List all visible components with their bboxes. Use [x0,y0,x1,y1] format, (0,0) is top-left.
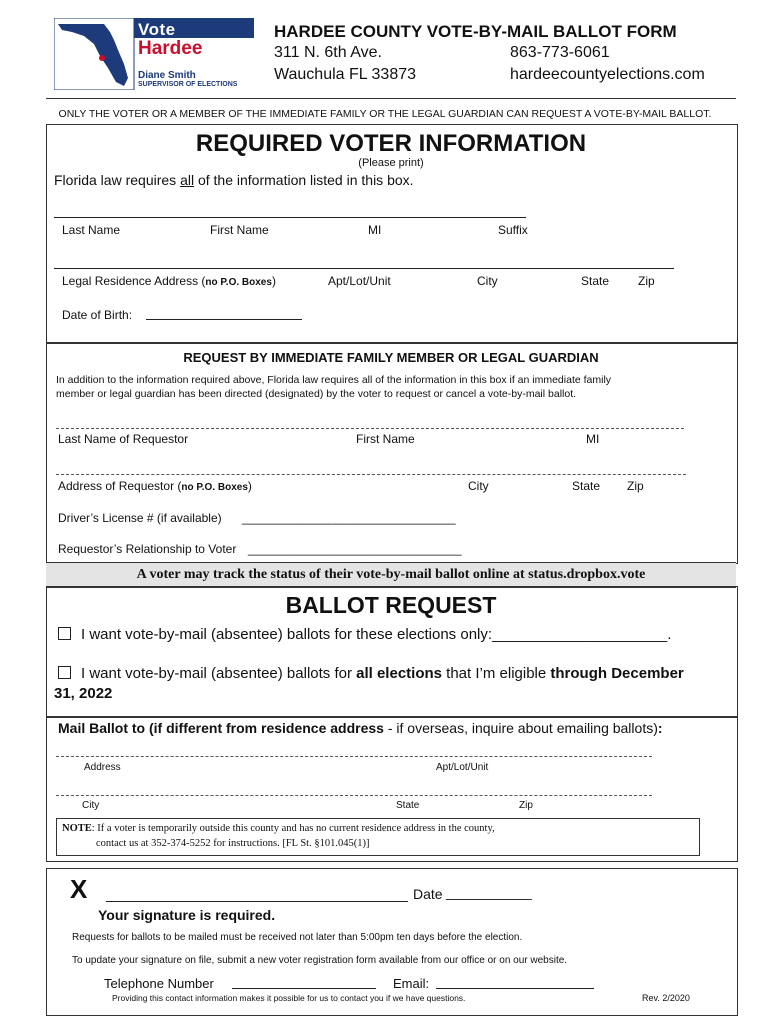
logo-supervisor-title: SUPERVISOR OF ELECTIONS [138,81,238,88]
dob-line[interactable] [146,319,302,320]
please-print: (Please print) [358,157,424,169]
mail-to-colon: : [657,720,663,736]
signature-required: Your signature is required. [98,907,276,923]
form-title: HARDEE COUNTY VOTE-BY-MAIL BALLOT FORM [274,22,677,41]
requestor-name-line[interactable] [56,428,684,429]
deadline-text: Requests for ballots to be mailed must be received not later than 5:00pm ten days before the election. [72,932,523,943]
residence-address-text: Legal Residence Address ( [62,274,206,288]
mail-to-title-rest: - if overseas, inquire about emailing ballots) [383,720,658,736]
residence-address-label [62,274,276,288]
voter-info-title: REQUIRED VOTER INFORMATION [195,130,587,157]
option-2-date: 31, 2022 [54,685,113,702]
suffix-label: Suffix [498,223,528,237]
mail-city-line[interactable] [56,795,652,796]
office-phone: 863-773-6061 [510,44,610,61]
requestor-city-label: City [468,479,489,493]
law-all: all [180,172,195,188]
update-signature-text: To update your signature on file, submit a new voter registration form available from our office or on our website. [72,955,568,966]
residence-address-line[interactable] [54,268,674,269]
signature-x: X [70,874,88,904]
office-website[interactable]: hardeecountyelections.com [510,66,705,83]
option-1-text: I want vote-by-mail (absentee) ballots for these elections only: [81,626,493,643]
family-para-2: member or legal guardian has been directed (designated) by the voter to request or cancel a vote-by-mail ballot. [56,388,577,400]
date-line[interactable]: ___________ [446,884,532,900]
note-line-1 [62,823,495,834]
date-label: Date [413,886,443,902]
last-name-label: Last Name [62,223,121,237]
relationship-line[interactable]: ________________________________ [248,542,462,556]
name-line[interactable] [54,217,526,218]
requestor-address-line[interactable] [56,474,686,475]
family-title: REQUEST BY IMMEDIATE FAMILY MEMBER OR LEGAL GUARDIAN [183,350,599,365]
option-2-all-elections: all elections [356,665,442,682]
requestor-last-name-label: Last Name of Requestor [58,432,189,446]
all-elections-checkbox[interactable] [58,666,71,679]
mail-to-title [58,720,663,736]
residence-paren: ) [271,274,276,288]
option-all-elections [58,665,684,682]
option-specific-elections [58,626,671,643]
revision-date: Rev. 2/2020 [642,993,690,1003]
relationship-label: Requestor’s Relationship to Voter [58,542,237,556]
option-2-mid: that I’m eligible [442,665,551,682]
mail-apt-label: Apt/Lot/Unit [436,762,489,773]
email-line[interactable] [436,988,594,989]
telephone-label: Telephone Number [104,976,214,991]
requestor-mi-label: MI [586,432,600,446]
note-label: NOTE [62,823,92,834]
logo-supervisor-name: Diane Smith [138,70,196,81]
logo-vote: Vote [138,20,176,39]
zip-label: Zip [638,274,655,288]
signature-line[interactable] [106,901,408,902]
requestor-no-po-boxes: no P.O. Boxes [181,482,248,493]
mail-address-line[interactable] [56,756,652,757]
logo-county: Hardee [138,38,203,59]
first-name-label: First Name [210,223,269,237]
mi-label: MI [368,223,382,237]
law-suffix: of the information listed in this box. [194,172,414,188]
requestor-first-name-label: First Name [356,432,415,446]
contact-info-text: Providing this contact information makes it possible for us to contact you if we have questions. [112,993,466,1003]
office-address-1: 311 N. 6th Ave. [274,44,382,61]
option-2-pre: I want vote-by-mail (absentee) ballots for [81,665,357,682]
header-divider [46,98,736,99]
mail-address-label: Address [84,762,121,773]
requestor-paren: ) [247,479,252,493]
option-2-through: through December [550,665,684,682]
law-prefix: Florida law requires [54,172,181,188]
mail-state-label: State [396,800,420,811]
office-address-2: Wauchula FL 33873 [274,66,417,83]
ballot-tracking-banner: A voter may track the status of their vote-by-mail ballot online at status.dropbox.vote [46,562,736,588]
ballot-request-title: BALLOT REQUEST [285,592,497,618]
logo [54,18,254,90]
specific-elections-checkbox[interactable] [58,627,71,640]
requestor-state-label: State [572,479,601,493]
note-text-1: : If a voter is temporarily outside this county and has no current residence address in the county, [91,823,495,834]
drivers-license-label: Driver’s License # (if available) [58,511,222,525]
state-label: State [581,274,610,288]
email-label: Email: [393,976,430,991]
requestor-address-text: Address of Requestor ( [58,479,182,493]
option-1-blank[interactable]: _____________________. [492,626,672,643]
telephone-line[interactable] [232,988,376,989]
mail-city-label: City [82,800,100,811]
no-po-boxes: no P.O. Boxes [205,277,272,288]
requestor-address-label [58,479,252,493]
mail-to-title-bold: Mail Ballot to (if different from residence address [58,720,384,736]
dob-label: Date of Birth: [62,308,133,322]
family-para-1: In addition to the information required above, Florida law requires all of the information in this box if an immediate family [56,374,612,386]
note-line-2: contact us at 352-374-5252 for instructions. [FL St. §101.045(1)] [96,838,370,849]
eligibility-notice: ONLY THE VOTER OR A MEMBER OF THE IMMEDIATE FAMILY OR THE LEGAL GUARDIAN CAN REQUEST A VOTE-BY-MAIL BALLOT. [58,108,712,120]
law-requirement [54,172,414,188]
drivers-license-line[interactable]: ________________________________ [242,511,456,525]
mail-zip-label: Zip [519,800,533,811]
apt-label: Apt/Lot/Unit [328,274,391,288]
city-label: City [477,274,498,288]
requestor-zip-label: Zip [627,479,644,493]
